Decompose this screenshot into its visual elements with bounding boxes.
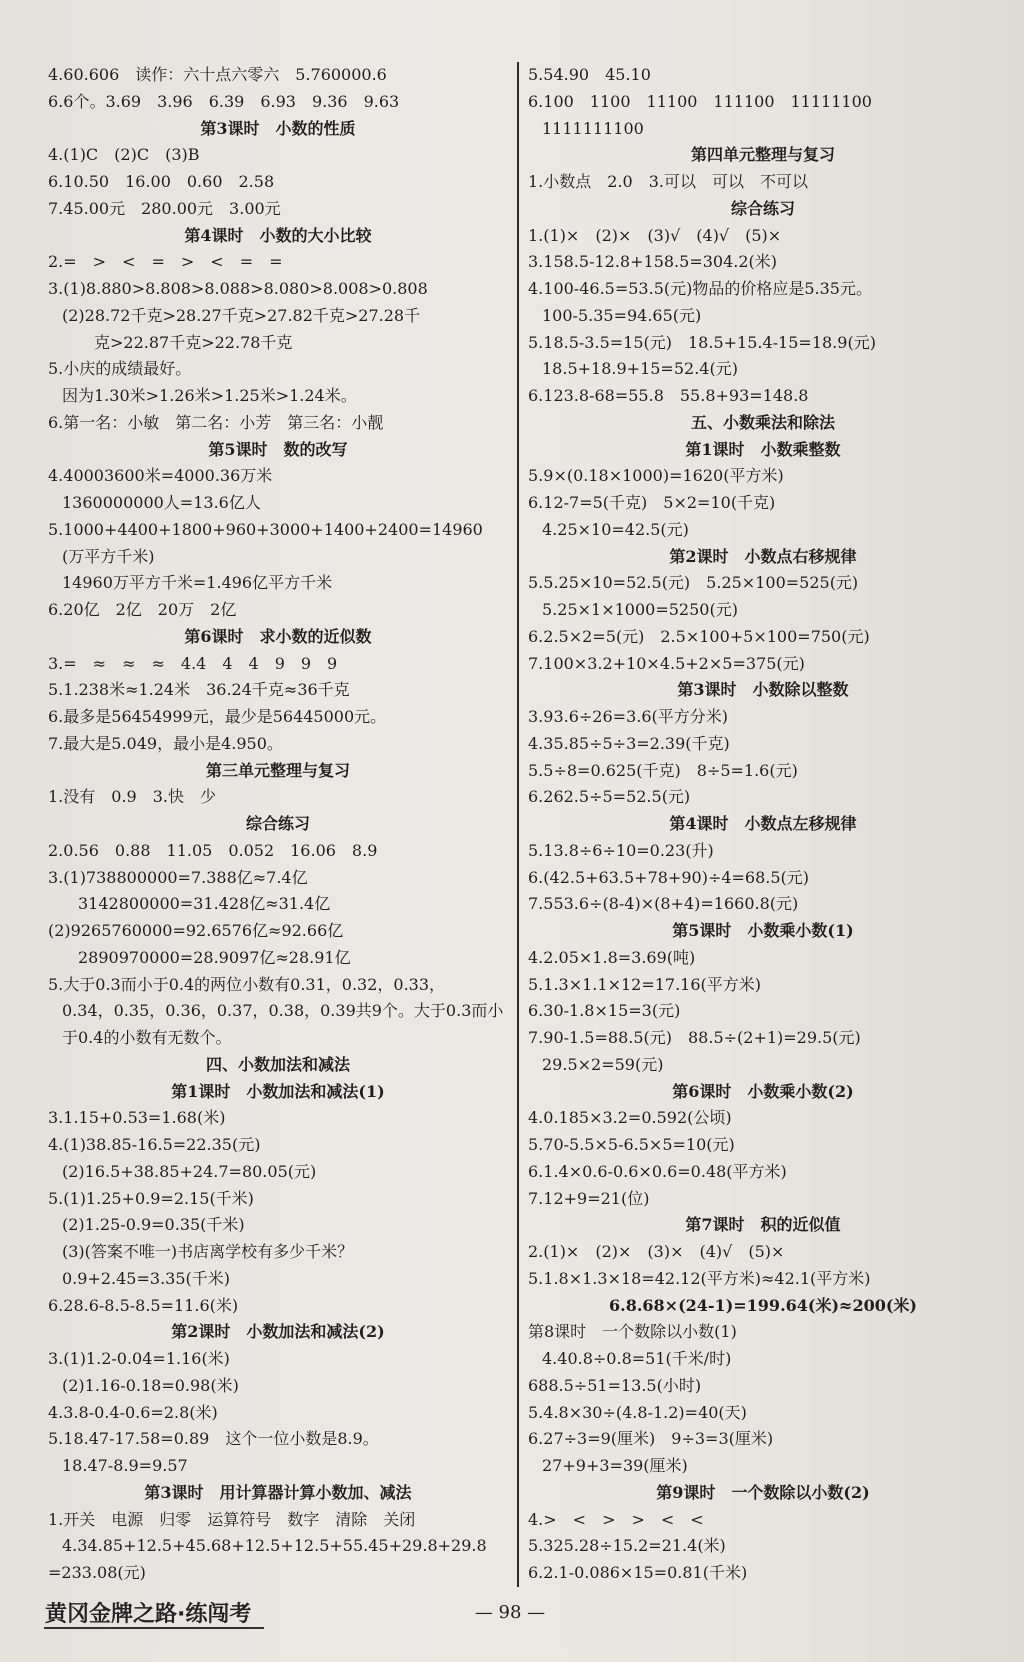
answer-line: 3.93.6÷26=3.6(平方分米) xyxy=(528,707,728,726)
answer-line: 6.10.50 16.00 0.60 2.58 xyxy=(48,172,275,191)
right-column xyxy=(528,62,998,1587)
section-heading: 综合练习 xyxy=(730,198,795,218)
answer-line: 0.34，0.35，0.36，0.37，0.38，0.39共9个。大于0.3而小 xyxy=(62,1001,504,1021)
answer-line: (2)28.72千克>28.27千克>27.82千克>27.28千 xyxy=(62,305,421,325)
answer-line: 0.9+2.45=3.35(千米) xyxy=(62,1268,230,1288)
answer-line: 7.553.6÷(8-4)×(8+4)=1660.8(元) xyxy=(528,894,799,914)
answer-line: 4.40003600米=4000.36万米 xyxy=(48,466,273,486)
answer-line: 1.没有 0.9 3.快 少 xyxy=(48,787,216,807)
answer-line: 4.34.85+12.5+45.68+12.5+12.5+55.45+29.8+29.8 xyxy=(62,1536,487,1556)
answer-line: 6.28.6-8.5-8.5=11.6(米) xyxy=(48,1295,239,1315)
answer-line: 1.开关 电源 归零 运算符号 数字 清除 关闭 xyxy=(48,1509,416,1529)
answer-line: 18.47-8.9=9.57 xyxy=(62,1456,188,1475)
answer-line: 6.(42.5+63.5+78+90)÷4=68.5(元) xyxy=(528,867,810,887)
answer-line: 1.(1)× (2)× (3)√ (4)√ (5)× xyxy=(528,225,782,245)
answer-line: 6.最多是56454999元，最少是56445000元。 xyxy=(48,707,387,726)
answer-line: 6.100 1100 11100 111100 11111100 xyxy=(528,91,872,111)
section-heading: 6.8.68×(24-1)=199.64(米)≈200(米) xyxy=(609,1295,917,1315)
answer-line: 5.54.90 45.10 xyxy=(528,65,651,84)
answer-line: 6.6个。3.69 3.96 6.39 6.93 9.36 9.63 xyxy=(48,91,400,111)
answer-line: 5.5÷8=0.625(千克) 8÷5=1.6(元) xyxy=(528,760,798,780)
answer-line: 5.18.5-3.5=15(元) 18.5+15.4-15=18.9(元) xyxy=(528,332,876,352)
answer-line: 2.= > < = > < = = xyxy=(48,252,283,272)
answer-line: 7.12+9=21(位) xyxy=(528,1188,650,1208)
answer-line: 4.> < > > < < xyxy=(528,1509,704,1529)
section-heading: 第3课时 小数除以整数 xyxy=(677,680,849,700)
answer-line: 5.13.8÷6÷10=0.23(升) xyxy=(528,840,714,860)
answer-line: 1.小数点 2.0 3.可以 可以 不可以 xyxy=(528,172,808,191)
answer-line: 6.123.8-68=55.8 55.8+93=148.8 xyxy=(528,386,809,405)
answer-line: 5.4.8×30÷(4.8-1.2)=40(天) xyxy=(528,1402,747,1422)
answer-line: 3.(1)1.2-0.04=1.16(米) xyxy=(48,1349,230,1368)
answer-line: 3.(1)738800000=7.388亿≈7.4亿 xyxy=(48,867,308,887)
answer-line: 6.第一名：小敏 第二名：小芳 第三名：小靓 xyxy=(48,412,384,432)
answer-line: 2.0.56 0.88 11.05 0.052 16.06 8.9 xyxy=(48,840,378,860)
answer-line: 4.0.185×3.2=0.592(公顷) xyxy=(528,1108,732,1128)
answer-line: 4.25×10=42.5(元) xyxy=(542,519,689,539)
section-heading: 第7课时 积的近似值 xyxy=(685,1215,841,1235)
section-heading: 第三单元整理与复习 xyxy=(205,760,350,780)
section-heading: 第四单元整理与复习 xyxy=(690,145,835,165)
answer-line: 于0.4的小数有无数个。 xyxy=(62,1028,232,1047)
section-heading: 第4课时 小数点左移规律 xyxy=(669,814,857,833)
answer-line: 100-5.35=94.65(元) xyxy=(542,305,702,325)
answer-line: 6.262.5÷5=52.5(元) xyxy=(528,787,691,807)
section-heading: 第3课时 小数的性质 xyxy=(200,118,356,138)
answer-line: 3.= ≈ ≈ ≈ 4.4 4 4 9 9 9 xyxy=(48,653,338,673)
answer-line: (万平方千米) xyxy=(62,546,155,566)
section-heading: 第1课时 小数乘整数 xyxy=(685,439,841,459)
answer-line: 4.(1)38.85-16.5=22.35(元) xyxy=(48,1135,261,1154)
section-heading: 四、小数加法和减法 xyxy=(205,1054,350,1074)
answer-line: 5.1.8×1.3×18=42.12(平方米)≈42.1(平方米) xyxy=(528,1268,871,1288)
answer-line: 688.5÷51=13.5(小时) xyxy=(528,1375,702,1395)
answer-line: 3.158.5-12.8+158.5=304.2(米) xyxy=(528,252,778,272)
answer-line: 克>22.87千克>22.78千克 xyxy=(94,332,293,352)
answer-line: 6.1.4×0.6-0.6×0.6=0.48(平方米) xyxy=(528,1161,787,1181)
answer-line: 3.1.15+0.53=1.68(米) xyxy=(48,1108,226,1128)
answer-line: 5.(1)1.25+0.9=2.15(千米) xyxy=(48,1188,254,1208)
section-heading: 第9课时 一个数除以小数(2) xyxy=(656,1482,870,1502)
answer-line: (2)16.5+38.85+24.7=80.05(元) xyxy=(62,1161,317,1181)
section-heading: 五、小数乘法和除法 xyxy=(690,412,835,432)
answer-line: 4.100-46.5=53.5(元)物品的价格应是5.35元。 xyxy=(528,279,872,298)
answer-line: 5.18.47-17.58=0.89 这个一位小数是8.9。 xyxy=(48,1429,379,1449)
answer-line: 2.(1)× (2)× (3)× (4)√ (5)× xyxy=(528,1242,785,1261)
answer-line: 18.5+18.9+15=52.4(元) xyxy=(542,359,738,379)
section-heading: 第6课时 求小数的近似数 xyxy=(184,626,372,646)
answer-line: 4.(1)C (2)C (3)B xyxy=(48,145,200,165)
answer-line: 6.30-1.8×15=3(元) xyxy=(528,1001,681,1021)
answer-line: 5.9×(0.18×1000)=1620(平方米) xyxy=(528,466,784,486)
column-divider xyxy=(517,62,519,1587)
answer-line: 5.5.25×10=52.5(元) 5.25×100=525(元) xyxy=(528,573,859,593)
answer-line: 4.3.8-0.4-0.6=2.8(米) xyxy=(48,1402,218,1422)
answer-line: =233.08(元) xyxy=(48,1563,146,1582)
section-heading: 第6课时 小数乘小数(2) xyxy=(672,1081,854,1101)
answer-line: 7.45.00元 280.00元 3.00元 xyxy=(48,198,281,218)
answer-line: 3142800000=31.428亿≈31.4亿 xyxy=(78,894,331,914)
answer-line: 6.27÷3=9(厘米) 9÷3=3(厘米) xyxy=(528,1429,774,1449)
answer-line: 4.35.85÷5÷3=2.39(千克) xyxy=(528,733,730,753)
answer-line: 3.(1)8.880>8.808>8.088>8.080>8.008>0.808 xyxy=(48,279,428,298)
answer-line: 5.1.238米≈1.24米 36.24千克≈36千克 xyxy=(48,680,350,700)
answer-line: 27+9+3=39(厘米) xyxy=(542,1456,688,1475)
section-heading: 第1课时 小数加法和减法(1) xyxy=(171,1081,385,1101)
footer-underline xyxy=(44,1627,264,1629)
answer-line: 4.60.606 读作：六十点六零六 5.760000.6 xyxy=(48,65,387,84)
answer-line: 6.20亿 2亿 20万 2亿 xyxy=(48,600,237,619)
section-heading: 第4课时 小数的大小比较 xyxy=(184,225,372,245)
answer-line: 4.2.05×1.8=3.69(吨) xyxy=(528,947,696,967)
answer-line: (2)1.16-0.18=0.98(米) xyxy=(62,1375,239,1395)
section-heading: 第5课时 小数乘小数(1) xyxy=(672,921,854,940)
answer-line: 6.2.1-0.086×15=0.81(千米) xyxy=(528,1563,748,1582)
answer-line: 5.大于0.3而小于0.4的两位小数有0.31，0.32，0.33， xyxy=(48,974,446,994)
section-heading: 第5课时 数的改写 xyxy=(208,439,348,459)
section-heading: 第2课时 小数加法和减法(2) xyxy=(171,1322,385,1342)
answer-line: 7.最大是5.049，最小是4.950。 xyxy=(48,733,283,753)
answer-line: 14960万平方千米=1.496亿平方千米 xyxy=(62,573,333,593)
answer-line: 5.1000+4400+1800+960+3000+1400+2400=14960 xyxy=(48,519,483,539)
section-heading: 第2课时 小数点右移规律 xyxy=(669,546,857,566)
page-number: — 98 — xyxy=(474,1602,546,1623)
section-heading: 综合练习 xyxy=(245,814,310,833)
answer-line: 5.1.3×1.1×12=17.16(平方米) xyxy=(528,974,762,994)
book-title: 黄冈金牌之路·练闯考 xyxy=(45,1602,252,1627)
answer-line: 7.100×3.2+10×4.5+2×5=375(元) xyxy=(528,653,805,673)
answer-line: 5.70-5.5×5-6.5×5=10(元) xyxy=(528,1135,735,1154)
answer-line: (2)1.25-0.9=0.35(千米) xyxy=(62,1215,245,1235)
answer-line: 1360000000人=13.6亿人 xyxy=(62,493,261,512)
answer-line: 5.小庆的成绩最好。 xyxy=(48,359,192,379)
answer-line: (2)9265760000=92.6576亿≈92.66亿 xyxy=(48,921,344,940)
answer-line: 2890970000=28.9097亿≈28.91亿 xyxy=(78,947,351,967)
answer-line: 第8课时 一个数除以小数(1) xyxy=(528,1322,737,1342)
answer-line: 29.5×2=59(元) xyxy=(542,1054,664,1074)
answer-line: 6.2.5×2=5(元) 2.5×100+5×100=750(元) xyxy=(528,626,870,646)
answer-line: 6.12-7=5(千克) 5×2=10(千克) xyxy=(528,493,776,512)
answer-line: 7.90-1.5=88.5(元) 88.5÷(2+1)=29.5(元) xyxy=(528,1028,861,1047)
answer-line: 1111111100 xyxy=(542,118,644,138)
answer-line: 5.325.28÷15.2=21.4(米) xyxy=(528,1536,726,1556)
left-column xyxy=(48,62,508,1587)
answer-line: 因为1.30米>1.26米>1.25米>1.24米。 xyxy=(62,386,357,405)
answer-line: (3)(答案不唯一)书店离学校有多少千米？ xyxy=(62,1242,354,1261)
section-heading: 第3课时 用计算器计算小数加、减法 xyxy=(144,1482,412,1502)
answer-line: 5.25×1×1000=5250(元) xyxy=(542,600,738,619)
answer-line: 4.40.8÷0.8=51(千米/时) xyxy=(542,1349,732,1368)
